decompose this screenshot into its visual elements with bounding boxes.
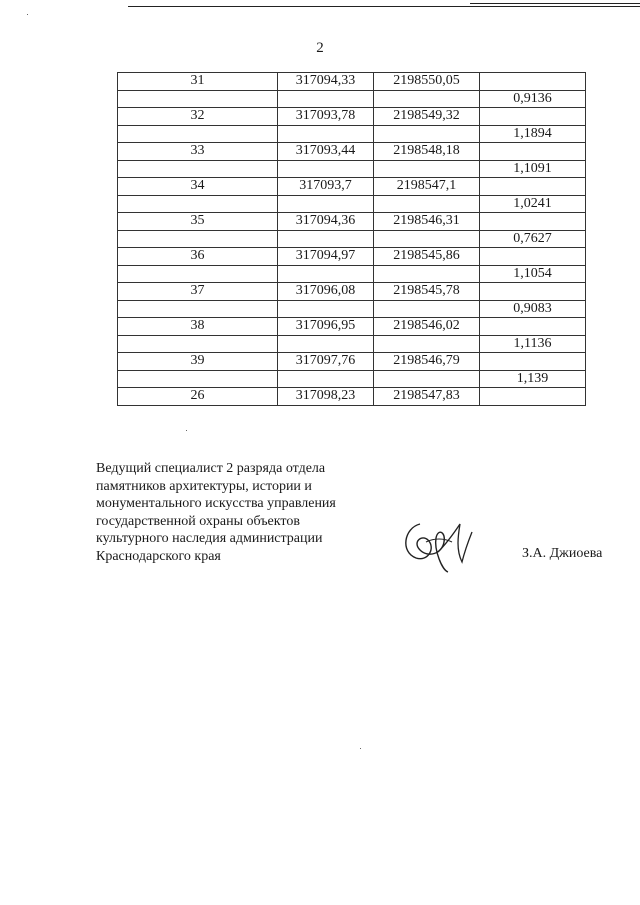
y-coordinate-cell: 2198546,31 — [374, 213, 480, 231]
y-coordinate-cell: 2198547,1 — [374, 178, 480, 196]
x-coordinate-cell — [278, 335, 374, 353]
signer-position-line: Ведущий специалист 2 разряда отдела — [96, 461, 326, 476]
y-coordinate-cell — [374, 265, 480, 283]
point-number-cell — [118, 230, 278, 248]
y-coordinate-cell: 2198545,78 — [374, 283, 480, 301]
distance-row — [118, 90, 586, 108]
distance-cell — [480, 178, 586, 196]
x-coordinate-cell — [278, 160, 374, 178]
x-coordinate-cell: 317094,97 — [278, 248, 374, 266]
x-coordinate-cell — [278, 265, 374, 283]
point-row — [118, 73, 586, 91]
y-coordinate-cell — [374, 300, 480, 318]
y-coordinate-cell — [374, 195, 480, 213]
point-number-cell: 32 — [118, 108, 278, 126]
coordinates-table — [117, 72, 586, 406]
x-coordinate-cell: 317096,95 — [278, 318, 374, 336]
top-scan-line — [128, 6, 640, 7]
x-coordinate-cell: 317093,78 — [278, 108, 374, 126]
distance-cell: 1,139 — [480, 370, 586, 388]
point-number-cell: 34 — [118, 178, 278, 196]
x-coordinate-cell: 317094,33 — [278, 73, 374, 91]
distance-row — [118, 335, 586, 353]
point-row — [118, 248, 586, 266]
x-coordinate-cell — [278, 300, 374, 318]
distance-cell — [480, 213, 586, 231]
x-coordinate-cell: 317097,76 — [278, 353, 374, 371]
signer-position-line: Краснодарского края — [96, 548, 221, 564]
point-row — [118, 213, 586, 231]
x-coordinate-cell: 317096,08 — [278, 283, 374, 301]
point-number-cell — [118, 300, 278, 318]
point-number-cell: 33 — [118, 143, 278, 161]
y-coordinate-cell: 2198546,79 — [374, 353, 480, 371]
distance-row — [118, 370, 586, 388]
x-coordinate-cell — [278, 230, 374, 248]
point-number-cell: 26 — [118, 388, 278, 406]
scan-speck — [360, 748, 361, 749]
distance-cell: 0,7627 — [480, 230, 586, 248]
distance-cell — [480, 108, 586, 126]
y-coordinate-cell: 2198546,02 — [374, 318, 480, 336]
distance-row — [118, 300, 586, 318]
point-row — [118, 108, 586, 126]
x-coordinate-cell — [278, 195, 374, 213]
x-coordinate-cell — [278, 125, 374, 143]
point-row — [118, 143, 586, 161]
point-number-cell: 38 — [118, 318, 278, 336]
point-number-cell: 35 — [118, 213, 278, 231]
y-coordinate-cell: 2198550,05 — [374, 73, 480, 91]
y-coordinate-cell — [374, 370, 480, 388]
point-row — [118, 318, 586, 336]
point-number-cell: 37 — [118, 283, 278, 301]
y-coordinate-cell: 2198547,83 — [374, 388, 480, 406]
point-number-cell — [118, 90, 278, 108]
page-number: 2 — [316, 40, 324, 56]
distance-cell: 1,1054 — [480, 265, 586, 283]
distance-row — [118, 125, 586, 143]
x-coordinate-cell: 317098,23 — [278, 388, 374, 406]
y-coordinate-cell: 2198545,86 — [374, 248, 480, 266]
signer-position-line: государственной охраны объектов — [96, 513, 300, 529]
distance-cell: 1,1136 — [480, 335, 586, 353]
scan-speck — [186, 430, 187, 431]
x-coordinate-cell — [278, 90, 374, 108]
distance-cell — [480, 353, 586, 371]
x-coordinate-cell — [278, 370, 374, 388]
x-coordinate-cell: 317094,36 — [278, 213, 374, 231]
y-coordinate-cell: 2198548,18 — [374, 143, 480, 161]
scan-speck — [27, 14, 28, 15]
y-coordinate-cell — [374, 230, 480, 248]
signer-name: З.А. Джиоева — [522, 546, 603, 561]
distance-row — [118, 230, 586, 248]
distance-cell: 0,9083 — [480, 300, 586, 318]
distance-row — [118, 160, 586, 178]
distance-cell — [480, 283, 586, 301]
y-coordinate-cell — [374, 335, 480, 353]
distance-cell: 1,0241 — [480, 195, 586, 213]
top-scan-line-right — [470, 3, 640, 4]
point-number-cell — [118, 125, 278, 143]
distance-cell: 0,9136 — [480, 90, 586, 108]
distance-cell — [480, 248, 586, 266]
signature-icon — [398, 512, 478, 576]
point-number-cell: 36 — [118, 248, 278, 266]
distance-cell — [480, 73, 586, 91]
signer-position-line: монументального искусства управления — [96, 496, 336, 511]
point-row — [118, 353, 586, 371]
x-coordinate-cell: 317093,44 — [278, 143, 374, 161]
point-number-cell — [118, 370, 278, 388]
point-number-cell — [118, 195, 278, 213]
distance-row — [118, 195, 586, 213]
distance-cell — [480, 143, 586, 161]
point-number-cell: 31 — [118, 73, 278, 91]
point-row — [118, 388, 586, 406]
distance-row — [118, 265, 586, 283]
point-number-cell — [118, 160, 278, 178]
point-number-cell: 39 — [118, 353, 278, 371]
point-row — [118, 283, 586, 301]
signer-position-line: культурного наследия администрации — [96, 531, 323, 546]
distance-cell — [480, 318, 586, 336]
y-coordinate-cell — [374, 125, 480, 143]
y-coordinate-cell — [374, 160, 480, 178]
distance-cell: 1,1894 — [480, 125, 586, 143]
y-coordinate-cell — [374, 90, 480, 108]
signer-position-line: памятников архитектуры, истории и — [96, 478, 312, 494]
distance-cell: 1,1091 — [480, 160, 586, 178]
point-number-cell — [118, 335, 278, 353]
point-row — [118, 178, 586, 196]
distance-cell — [480, 388, 586, 406]
signer-position — [96, 460, 366, 565]
point-number-cell — [118, 265, 278, 283]
y-coordinate-cell: 2198549,32 — [374, 108, 480, 126]
coordinates-table-body — [118, 73, 586, 406]
x-coordinate-cell: 317093,7 — [278, 178, 374, 196]
